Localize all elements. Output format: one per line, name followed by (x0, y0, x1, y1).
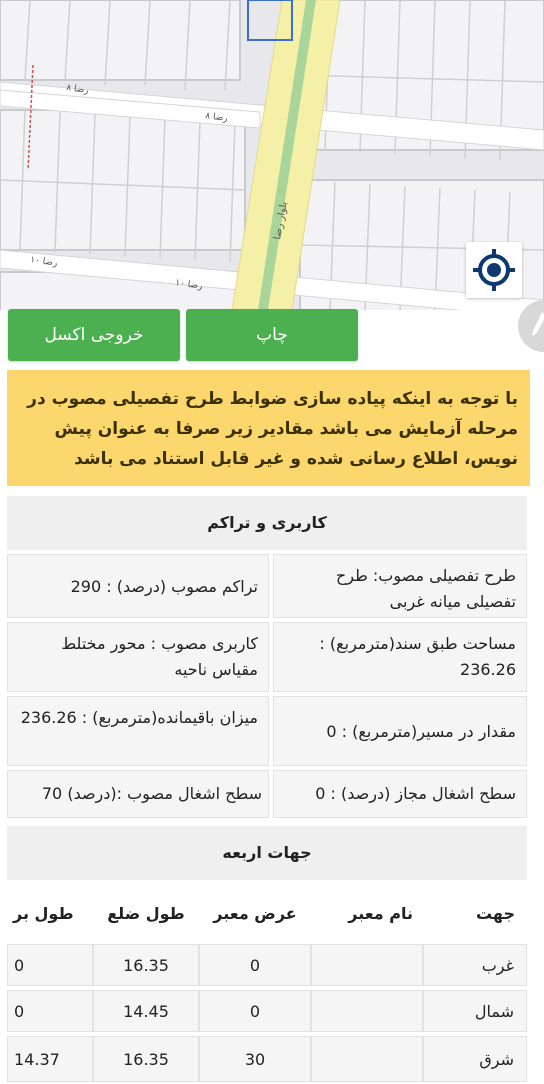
street-label: رضا ۸ (65, 83, 90, 97)
side-length-cell: 14.45 (93, 990, 199, 1032)
street-name-cell (311, 1036, 423, 1082)
table-row (7, 990, 527, 1032)
excel-export-button[interactable]: خروجی اکسل (8, 309, 180, 361)
directions-section-title: جهات اربعه (7, 826, 527, 880)
column-header: طول ضلع (93, 884, 199, 942)
frontage-cell: 14.37 (7, 1036, 93, 1082)
crosshair-locate-icon (472, 248, 516, 292)
map-view[interactable] (0, 0, 544, 310)
street-label: رضا ۱۰ (29, 255, 58, 269)
approved-usage-field: کاربری مصوب : محور مختلط مقیاس ناحیه (7, 622, 269, 692)
frontage-cell: 0 (7, 944, 93, 986)
direction-cell: شمال (423, 990, 527, 1032)
table-row (7, 944, 527, 986)
frontage-cell: 0 (7, 990, 93, 1032)
street-width-cell: 0 (199, 990, 311, 1032)
column-header: عرض معبر (199, 884, 311, 942)
approved-density-field: تراکم مصوب (درصد) : 290 (7, 554, 269, 618)
street-name-cell (311, 944, 423, 986)
column-header: نام معبر (311, 884, 423, 942)
allowed-coverage-field: سطح اشغال مجاز (درصد) : 0 (273, 770, 527, 818)
deed-area-field: مساحت طبق سند(مترمربع) : 236.26 (273, 622, 527, 692)
map-canvas[interactable] (0, 0, 544, 310)
table-row (7, 1036, 527, 1082)
locate-button[interactable] (466, 242, 522, 298)
print-button[interactable]: چاپ (186, 309, 358, 361)
street-name-cell (311, 990, 423, 1032)
side-length-cell: 16.35 (93, 1036, 199, 1082)
street-width-cell: 0 (199, 944, 311, 986)
street-label: رضا ۸ (204, 111, 229, 125)
plan-name-field: طرح تفصیلی مصوب: طرح تفصیلی میانه غربی (273, 554, 527, 618)
street-label: رضا ۱۰ (174, 278, 203, 292)
approved-coverage-field: سطح اشغال مصوب :(درصد) 70 (7, 770, 269, 818)
pencil-icon (532, 312, 544, 336)
directions-section (7, 826, 527, 1084)
table-header-row (7, 884, 527, 942)
remaining-area-field: میزان باقیمانده(مترمربع) : 236.26 (7, 696, 269, 766)
usage-density-section (7, 496, 527, 808)
side-length-cell: 16.35 (93, 944, 199, 986)
in-route-area-field: مقدار در مسیر(مترمربع) : 0 (273, 696, 527, 766)
street-width-cell: 30 (199, 1036, 311, 1082)
column-header: طول بر (7, 884, 93, 942)
boulevard-label: بلوار رضا (272, 200, 290, 241)
direction-cell: شرق (423, 1036, 527, 1082)
draft-notice: با توجه به اینکه پیاده سازی ضوابط طرح تفصیلی مصوب در مرحله آزمایش می باشد مقادیر زیر صرفا به عنوان پیش نویس، اطلاع رسانی شده و غیر قابل استناد می باشد (7, 370, 530, 486)
direction-cell: غرب (423, 944, 527, 986)
usage-section-title: کاربری و تراکم (7, 496, 527, 550)
column-header: جهت (423, 884, 527, 942)
